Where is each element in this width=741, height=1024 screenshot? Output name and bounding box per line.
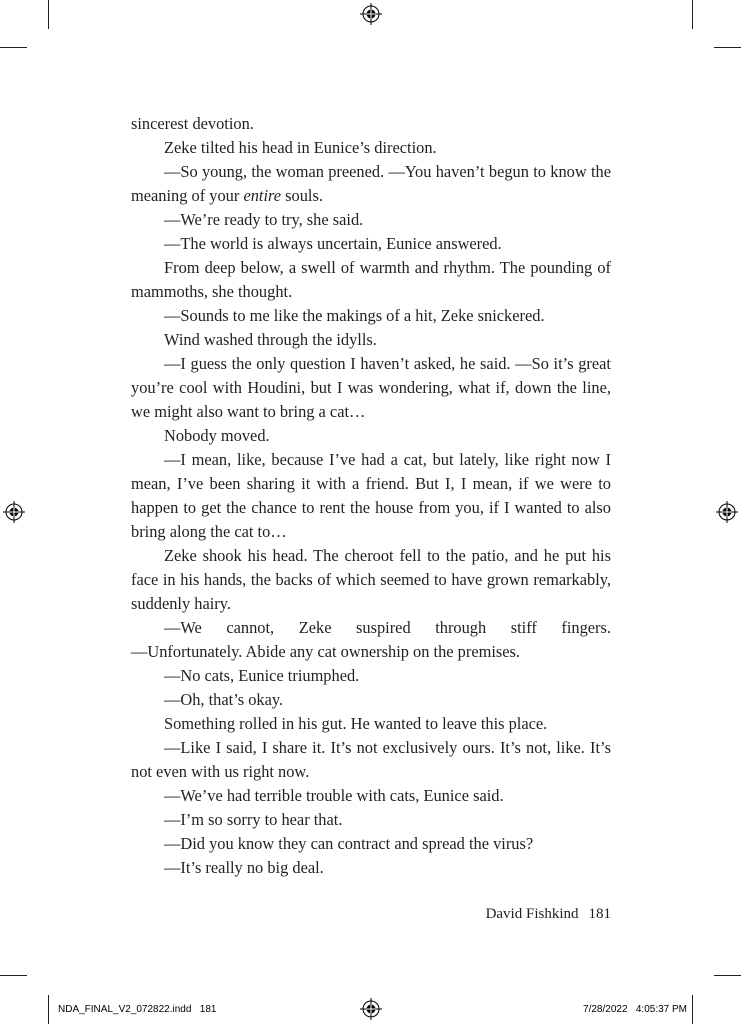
footer-author: David Fishkind [485, 906, 579, 922]
crop-mark-top-left-horizontal [0, 47, 27, 48]
paragraph-text: —I guess the only question I haven’t asked, he said. —So it’s great you’re cool with Houdini, but I was wondering, what if, down the line, we might also want to bring a cat… [131, 354, 611, 421]
paragraph-text: —We’re ready to try, she said. [164, 210, 364, 229]
paragraph-text: —Like I said, I share it. It’s not exclusively ours. It’s not, like. It’s not even with us right now. [131, 738, 611, 781]
paragraph [131, 688, 611, 712]
paragraph [131, 424, 611, 448]
paragraph-text: —We’ve had terrible trouble with cats, Eunice said. [164, 786, 504, 805]
paragraph [131, 448, 611, 544]
slug-filename: NDA_FINAL_V2_072822.indd 181 [58, 1004, 217, 1015]
registration-mark-icon [3, 501, 25, 523]
paragraph-text: Zeke shook his head. The cheroot fell to the patio, and he put his face in his hands, the backs of which seemed to have grown remarkably, suddenly hairy. [131, 546, 611, 613]
paragraph-text: —The world is always uncertain, Eunice answered. [164, 234, 502, 253]
crop-mark-bottom-left-vertical [48, 995, 49, 1024]
paragraph [131, 640, 611, 664]
paragraph-text: Zeke tilted his head in Eunice’s direction. [164, 138, 437, 157]
paragraph-text: —We cannot, Zeke suspired through stiff fingers. [164, 618, 611, 637]
paragraph-text: Nobody moved. [164, 426, 270, 445]
running-footer [486, 904, 611, 924]
paragraph [131, 304, 611, 328]
paragraph [131, 616, 611, 640]
paragraph [131, 712, 611, 736]
paragraph [131, 160, 611, 208]
paragraph [131, 544, 611, 616]
paragraph-text: —No cats, Eunice triumphed. [164, 666, 360, 685]
paragraph [131, 736, 611, 784]
slug-datetime: 7/28/2022 4:05:37 PM [583, 1004, 687, 1015]
paragraph-text: Something rolled in his gut. He wanted to leave this place. [164, 714, 548, 733]
crop-mark-top-left-vertical [48, 0, 49, 29]
registration-mark-icon [360, 3, 382, 25]
italic-text: entire [243, 186, 282, 205]
paragraph-text: souls. [281, 186, 323, 205]
paragraph-text: —Unfortunately. Abide any cat ownership on the premises. [131, 642, 521, 661]
paragraph [131, 112, 611, 136]
crop-mark-bottom-right-horizontal [714, 975, 741, 976]
paragraph-text: —So young, the woman preened. —You haven’t begun to know the meaning of your [131, 162, 611, 205]
paragraph-text: Wind washed through the idylls. [164, 330, 377, 349]
paragraph-text: From deep below, a swell of warmth and rhythm. The pounding of mammoths, she thought. [131, 258, 611, 301]
crop-mark-bottom-right-vertical [692, 995, 693, 1024]
paragraph-text: —I’m so sorry to hear that. [164, 810, 343, 829]
paragraph [131, 784, 611, 808]
paragraph [131, 208, 611, 232]
paragraph [131, 256, 611, 304]
paragraph-text: —Sounds to me like the makings of a hit, Zeke snickered. [164, 306, 545, 325]
paragraph-text: —It’s really no big deal. [164, 858, 324, 877]
body-text [131, 112, 611, 880]
paragraph [131, 808, 611, 832]
crop-mark-bottom-left-horizontal [0, 975, 27, 976]
crop-mark-top-right-vertical [692, 0, 693, 29]
paragraph [131, 856, 611, 880]
paragraph [131, 328, 611, 352]
crop-mark-top-right-horizontal [714, 47, 741, 48]
page-number: 181 [588, 906, 611, 922]
registration-mark-icon [360, 998, 382, 1020]
paragraph [131, 232, 611, 256]
paragraph-text: —Oh, that’s okay. [164, 690, 284, 709]
paragraph [131, 664, 611, 688]
paragraph [131, 832, 611, 856]
paragraph-text: —I mean, like, because I’ve had a cat, but lately, like right now I mean, I’ve been sharing it with a friend. But I, I mean, if we were to happen to get the chance to rent the house from you, if I wanted to also bring along the cat to… [131, 450, 611, 541]
paragraph [131, 136, 611, 160]
registration-mark-icon [716, 501, 738, 523]
paragraph [131, 352, 611, 424]
paragraph-text: sincerest devotion. [131, 114, 254, 133]
paragraph-text: —Did you know they can contract and spread the virus? [164, 834, 534, 853]
